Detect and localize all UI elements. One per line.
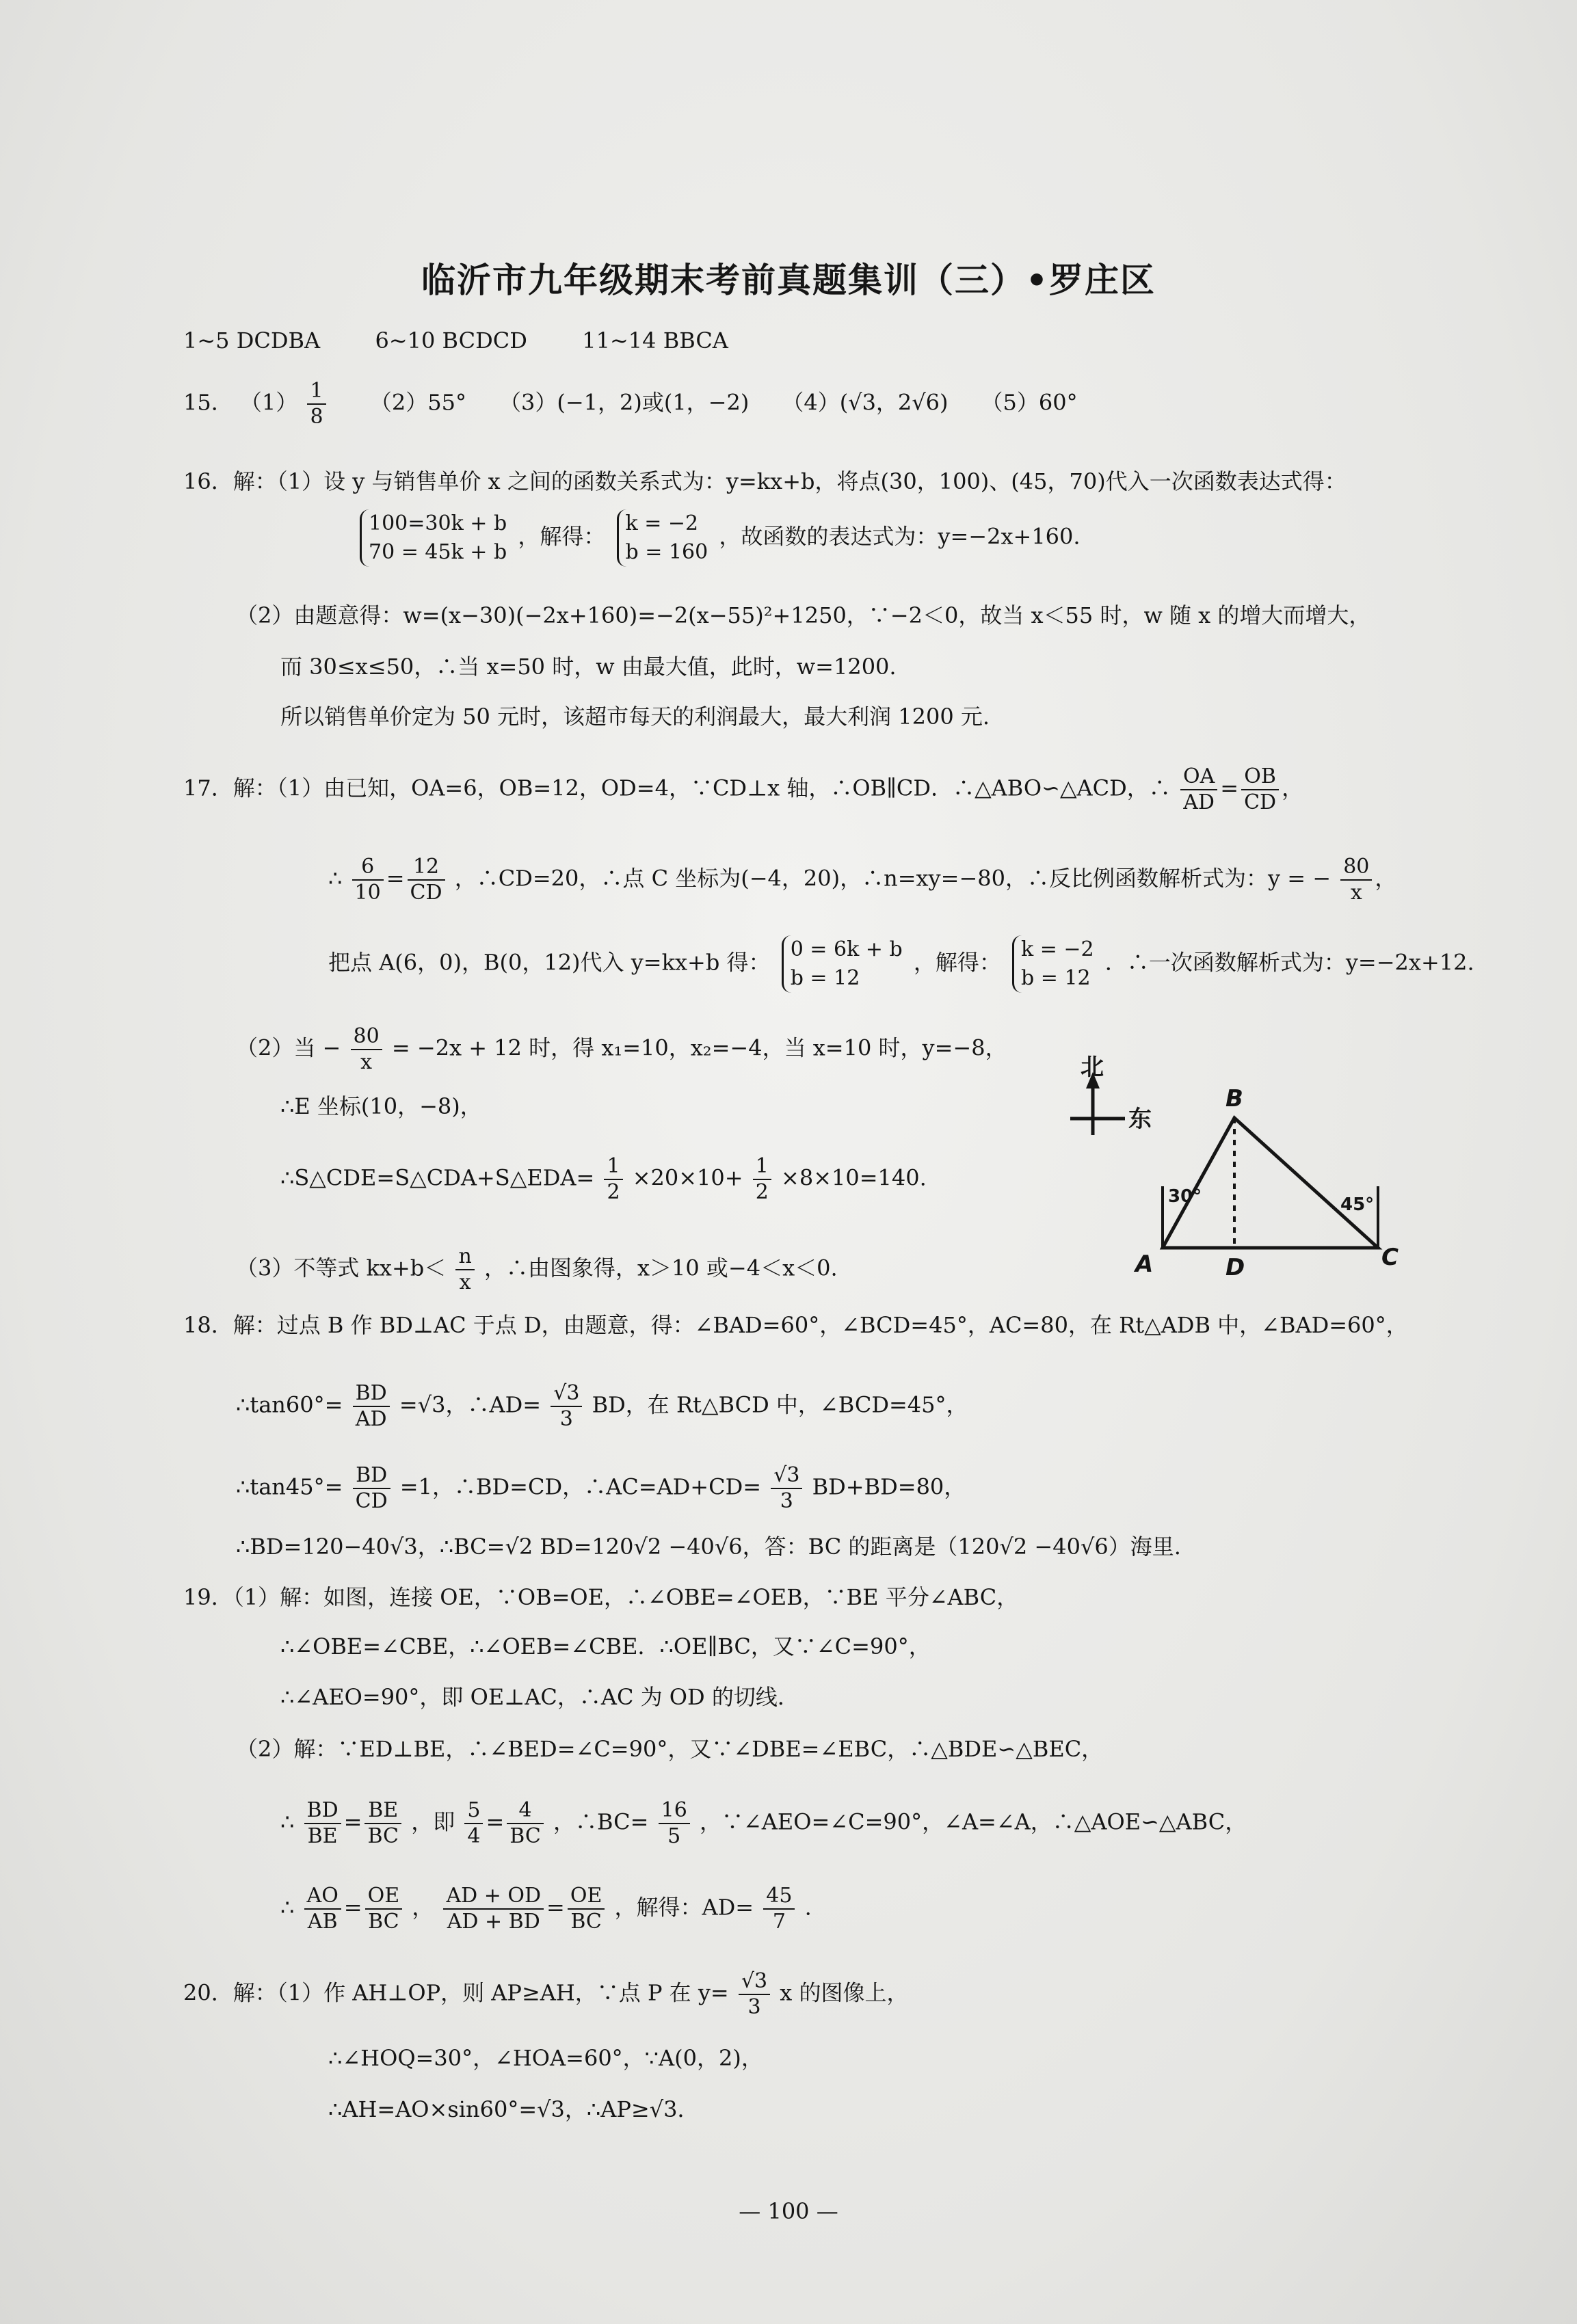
page-number: — 100 — <box>739 2198 838 2224</box>
q17-line-7: （3）不等式 kx+b＜ $\frac{n}{x}$ ，∴由图象得，x＞10 或−4＜x＜0. <box>236 1244 838 1294</box>
fraction: $\frac{BD}{BE}$ <box>304 1798 341 1849</box>
label-b: B <box>1225 1085 1243 1112</box>
q16-line-1: 16．解：（1）设 y 与销售单价 x 之间的函数关系式为：y=kx+b，将点(30，100)、(45，70)代入一次函数表达式得： <box>183 468 1347 494</box>
fraction: $\frac{5}{4}$ <box>464 1798 483 1849</box>
q16-line-3: （2）由题意得：w=(x−30)(−2x+160)=−2(x−55)²+1250，∵−2＜0，故当 x＜55 时，w 随 x 的增大而增大， <box>236 602 1371 628</box>
q18-line-2: ∴tan60°= $\frac{BD}{AD}$ =√3，∴AD= $\frac{√3}{3}$ BD，在 Rt△BCD 中，∠BCD=45°， <box>236 1381 968 1431</box>
q17-line-1: 17．解：（1）由已知，OA=6，OB=12，OD=4，∵CD⊥x 轴，∴OB∥CD．∴△ABO∽△ACD，∴ $\frac{OA}{AD}$ = $\frac{OB}{CD}$ ， <box>183 764 1304 814</box>
choice-6-10: 6~10 BCDCD <box>375 328 527 353</box>
q16-line-5: 所以销售单价定为 50 元时，该超市每天的利润最大，最大利润 1200 元. <box>280 704 990 730</box>
fraction: $\frac{OE}{BC}$ <box>568 1884 605 1934</box>
q15-rest: （2）55° （3）(−1，2)或(1，−2) （4）(√3，2√6) （5）60° <box>369 389 1078 416</box>
q15-label: 15． <box>183 389 233 416</box>
q17-line-2: ∴ $\frac{6}{10}$ = $\frac{12}{CD}$ ，∴CD=20，∴点 C 坐标为(−4，20)，∴n=xy=−80，∴反比例函数解析式为：y = − $\frac{80}{x}$ ， <box>328 855 1397 905</box>
choice-answers <box>183 327 728 354</box>
q17-line-4: （2）当 − $\frac{80}{x}$ = −2x + 12 时，得 x₁=10，x₂=−4，当 x=10 时，y=−8， <box>236 1024 1007 1074</box>
fraction: $\frac{1}{8}$ <box>307 379 326 429</box>
north-label: 北 <box>1081 1054 1104 1081</box>
equation-system: 0 = 6k + b b = 12 <box>782 935 903 993</box>
fraction: $\frac{n}{x}$ <box>455 1244 474 1295</box>
fraction: $\frac{12}{CD}$ <box>408 855 445 905</box>
fraction: $\frac{AO}{AB}$ <box>304 1884 341 1934</box>
label-c: C <box>1381 1244 1399 1271</box>
fraction: $\frac{6}{10}$ <box>352 855 384 905</box>
angle-a-label: 30° <box>1168 1186 1202 1207</box>
fraction: $\frac{4}{BC}$ <box>507 1798 544 1849</box>
q17-line-3: 把点 A(6，0)，B(0，12)代入 y=kx+b 得： 0 = 6k + b b = 12 ，解得： k = −2 b = 12 ．∴一次函数解析式为：y=−2x+12. <box>328 935 1474 993</box>
q19-line-2: ∴∠OBE=∠CBE，∴∠OEB=∠CBE．∴OE∥BC，又∵∠C=90°， <box>280 1633 931 1659</box>
triangle-abc <box>1163 1118 1378 1248</box>
q20-line-1: 20．解：（1）作 AH⊥OP，则 AP≥AH，∵点 P 在 y= $\frac{√3}{3}$ x 的图像上， <box>183 1969 909 2019</box>
equation-system: k = −2 b = 12 <box>1012 935 1094 993</box>
q16-line-2: 100=30k + b 70 = 45k + b ，解得： k = −2 b = 160 ，故函数的表达式为：y=−2x+160. <box>356 509 1081 567</box>
q19-line-4: （2）解：∵ED⊥BE，∴∠BED=∠C=90°，又∵∠DBE=∠EBC，∴△BDE∽△BEC， <box>236 1736 1104 1762</box>
q19-line-5: ∴ $\frac{BD}{BE}$ = $\frac{BE}{BC}$ ，即 $\frac{5}{4}$ = $\frac{4}{BC}$ ，∴BC= $\frac{16}{5}$ ，∵∠AEO=∠C=90°，∠A=∠A，∴△AOE∽△ABC， <box>280 1798 1247 1848</box>
choice-1-5: 1~5 DCDBA <box>183 328 321 353</box>
q17-line-5: ∴E 坐标(10，−8)， <box>280 1093 482 1119</box>
q20-line-2: ∴∠HOQ=30°，∠HOA=60°，∵A(0，2)， <box>328 2045 763 2071</box>
fraction: $\frac{80}{x}$ <box>351 1024 382 1075</box>
q20-line-3: ∴AH=AO×sin60°=√3，∴AP≥√3． <box>328 2096 700 2122</box>
navigation-triangle-diagram <box>1067 1053 1409 1279</box>
q18-line-1: 18．解：过点 B 作 BD⊥AC 于点 D，由题意，得：∠BAD=60°，∠BCD=45°，AC=80，在 Rt△ADB 中，∠BAD=60°， <box>183 1312 1408 1338</box>
q15-p1-label: （1） <box>239 389 298 416</box>
q18-line-4: ∴BD=120−40√3，∴BC=√2 BD=120√2 −40√6，答：BC 的距离是（120√2 −40√6）海里. <box>236 1534 1181 1560</box>
equation-system: k = −2 b = 160 <box>617 509 708 567</box>
fraction: $\frac{45}{7}$ <box>763 1884 795 1934</box>
fraction: $\frac{√3}{3}$ <box>771 1463 802 1514</box>
label-a: A <box>1135 1251 1154 1278</box>
fraction: $\frac{OE}{BC}$ <box>365 1884 403 1934</box>
q18-line-3: ∴tan45°= $\frac{BD}{CD}$ =1，∴BD=CD，∴AC=AD+CD= $\frac{√3}{3}$ BD+BD=80， <box>236 1463 966 1513</box>
fraction: $\frac{1}{2}$ <box>753 1154 771 1205</box>
q15 <box>183 379 1078 429</box>
fraction: $\frac{AD + OD}{AD + BD}$ <box>443 1884 544 1934</box>
fraction: $\frac{OB}{CD}$ <box>1241 764 1279 815</box>
q19-line-6: ∴ $\frac{AO}{AB}$ = $\frac{OE}{BC}$ ， $\frac{AD + OD}{AD + BD}$ = $\frac{OE}{BC}$ ，解得：AD= $\frac{45}{7}$ . <box>280 1884 812 1934</box>
label-d: D <box>1225 1254 1245 1279</box>
choice-11-14: 11~14 BBCA <box>582 328 728 353</box>
fraction: $\frac{BE}{BC}$ <box>365 1798 401 1849</box>
east-label: 东 <box>1128 1106 1152 1133</box>
q19-line-1: 19．（1）解：如图，连接 OE，∵OB=OE，∴∠OBE=∠OEB，∵BE 平分∠ABC， <box>183 1584 1019 1610</box>
fraction: $\frac{80}{x}$ <box>1340 855 1372 905</box>
fraction: $\frac{1}{2}$ <box>604 1154 622 1205</box>
angle-c-label: 45° <box>1340 1194 1375 1215</box>
equation-system: 100=30k + b 70 = 45k + b <box>360 509 507 567</box>
page-title: 临沂市九年级期末考前真题集训（三）•罗庄区 <box>421 260 1156 300</box>
fraction: $\frac{√3}{3}$ <box>739 1969 770 2020</box>
q16-line-4: 而 30≤x≤50，∴当 x=50 时，w 由最大值，此时，w=1200. <box>280 654 897 680</box>
q19-line-3: ∴∠AEO=90°，即 OE⊥AC，∴AC 为 OD 的切线． <box>280 1684 799 1710</box>
fraction: $\frac{√3}{3}$ <box>551 1381 582 1432</box>
fraction: $\frac{BD}{CD}$ <box>353 1463 390 1514</box>
fraction: $\frac{16}{5}$ <box>659 1798 690 1849</box>
fraction: $\frac{BD}{AD}$ <box>353 1381 390 1432</box>
fraction: $\frac{OA}{AD}$ <box>1180 764 1217 815</box>
q17-line-6: ∴S△CDE=S△CDA+S△EDA= $\frac{1}{2}$ ×20×10+ $\frac{1}{2}$ ×8×10=140. <box>280 1154 927 1204</box>
